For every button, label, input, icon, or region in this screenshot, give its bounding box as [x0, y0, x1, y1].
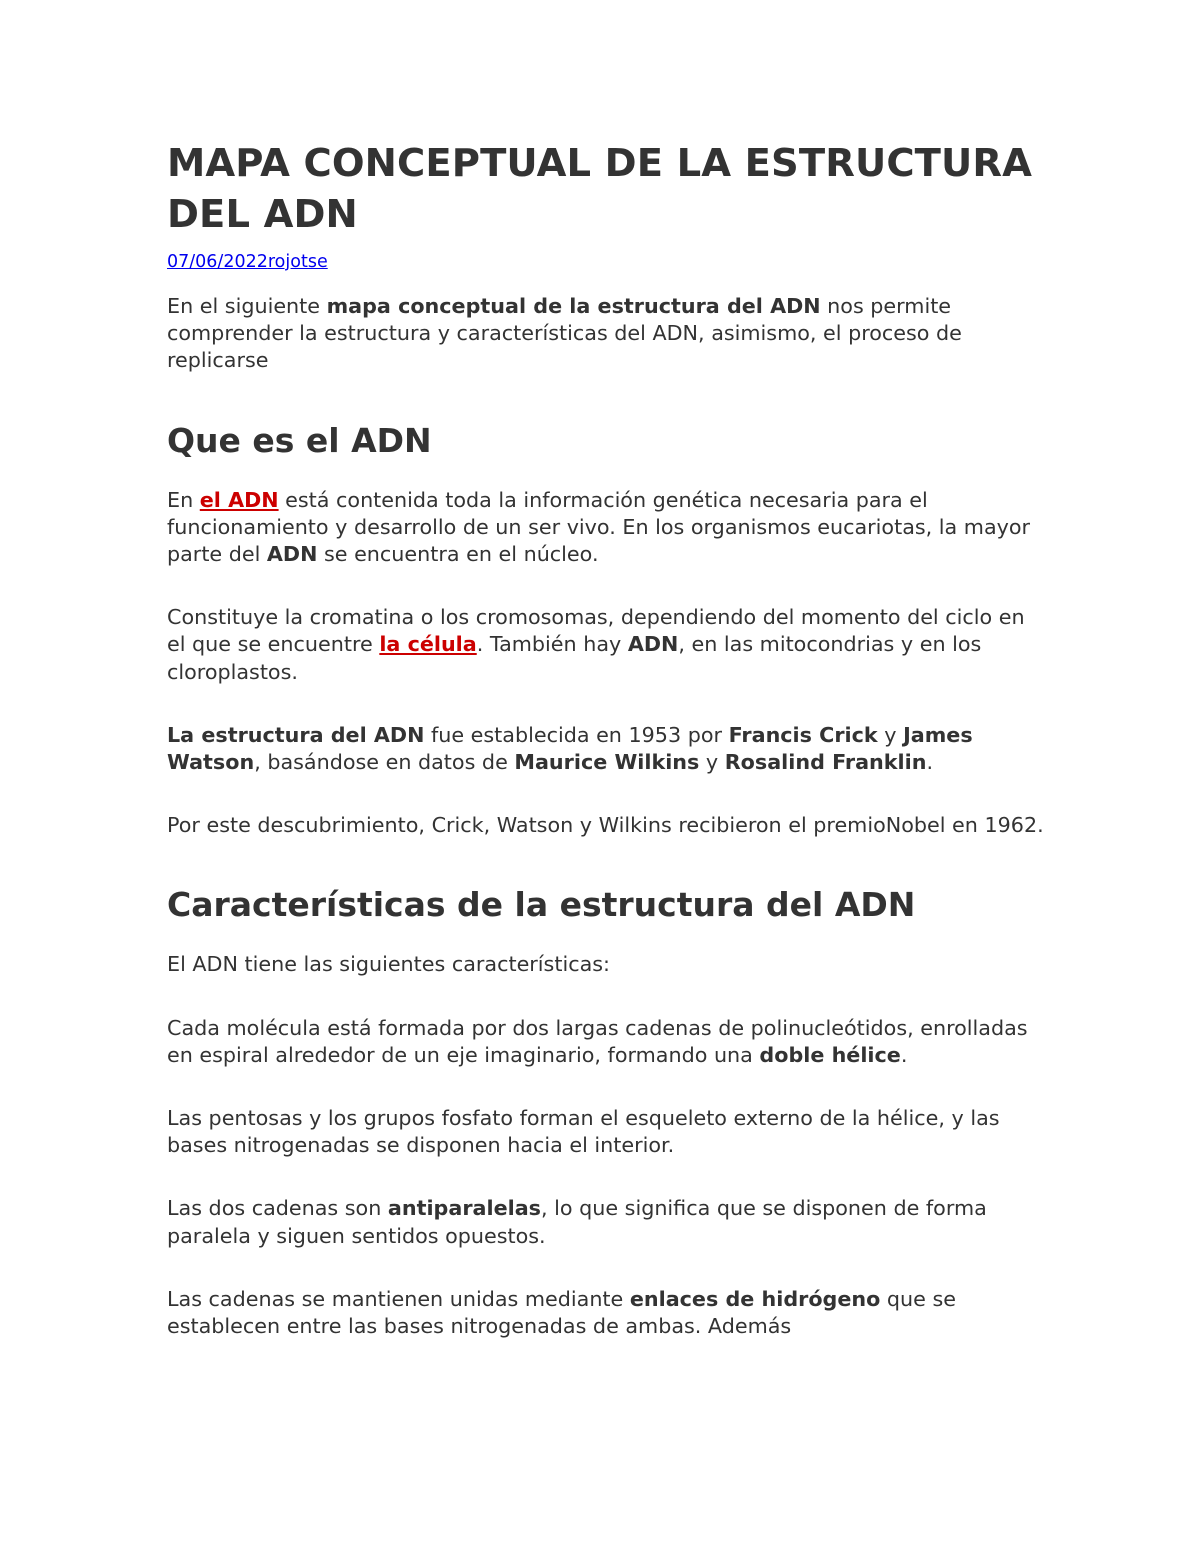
s2p4-text-2: , lo que significa que se disponen de forma paralela y siguen sentidos opuestos.: [167, 1196, 987, 1248]
s2p2-text-1: Cada molécula está formada por dos largas cadenas de polinucleótidos, enrolladas en espiral alrededor de un eje imaginario, formando una: [167, 1015, 1028, 1067]
s1p3-bold-4: Maurice Wilkins: [514, 750, 700, 775]
s2p5-text-2: que se establecen entre las bases nitrogenadas de ambas. Además: [167, 1286, 956, 1339]
s1p3-text-2: y: [877, 722, 904, 747]
s1p3-bold-1: La estructura del ADN: [167, 722, 425, 747]
s2p5-text-1: Las cadenas se mantienen unidas mediante: [167, 1286, 630, 1311]
document-page: [167, 138, 1047, 1340]
section-heading-caracteristicas: Características de la estructura del ADN: [167, 885, 916, 925]
intro-paragraph: [167, 293, 1047, 375]
page-title: MAPA CONCEPTUAL DE LA ESTRUCTURA DEL ADN: [167, 141, 1033, 237]
s1p2-text-1: Constituye la cromatina o los cromosomas, dependiendo del momento del ciclo en el que se encuentre: [167, 605, 1025, 657]
s1p2-text-2: . También hay: [476, 632, 628, 657]
link-el-adn[interactable]: el ADN: [199, 487, 279, 512]
section1-paragraph-3: [167, 722, 1047, 776]
section1-paragraph-4: Por este descubrimiento, Crick, Watson y Wilkins recibieron el premioNobel en 1962.: [167, 813, 1044, 838]
section-heading-que-es: Que es el ADN: [167, 420, 432, 460]
intro-bold-1: mapa conceptual de la estructura del ADN: [326, 294, 821, 318]
s1p1-text-2: está contenida toda la información genética necesaria para el funcionamiento y desarrollo de un ser vivo. En los organismos eucariotas, la mayor parte del: [167, 487, 1031, 567]
post-author: rojotse: [267, 252, 328, 272]
s1p1-bold-1: ADN: [266, 542, 318, 567]
section2-paragraph-3: Las pentosas y los grupos fosfato forman el esqueleto externo de la hélice, y las bases nitrogenadas se disponen hacia el interior.: [167, 1106, 1000, 1158]
section1-paragraph-1: [167, 487, 1047, 569]
section2-paragraph-5: [167, 1286, 1047, 1340]
s1p2-text-3: , en las mitocondrias y en los cloroplastos.: [167, 632, 982, 684]
s1p3-text-1: fue establecida en 1953 por: [424, 722, 729, 747]
s1p3-bold-5: Rosalind Franklin: [724, 750, 927, 775]
s1p3-text-4: y: [699, 750, 725, 775]
link-la-celula[interactable]: la célula: [379, 632, 477, 657]
section2-paragraph-2: [167, 1015, 1047, 1069]
s1p2-bold-1: ADN: [627, 632, 679, 657]
s1p1-text-3: se encuentra en el núcleo.: [317, 542, 599, 567]
section2-paragraph-1: El ADN tiene las siguientes características:: [167, 952, 610, 977]
post-date: 07/06/2022: [167, 252, 268, 272]
section2-paragraph-4: [167, 1195, 1047, 1249]
s2p5-bold-1: enlaces de hidrógeno: [629, 1286, 881, 1311]
s2p4-bold-1: antiparalelas: [387, 1196, 541, 1221]
intro-text-2: nos permite comprender la estructura y características del ADN, asimismo, el proceso de replicarse: [167, 294, 962, 373]
s1p3-bold-2: Francis Crick: [728, 722, 878, 747]
s2p2-text-2: .: [900, 1042, 908, 1067]
s1p3-text-5: .: [926, 750, 934, 775]
post-meta: [167, 251, 1047, 273]
s1p3-bold-3: James Watson: [167, 722, 973, 775]
s1p1-text-1: En: [167, 487, 200, 512]
intro-text-1: En el siguiente: [167, 294, 327, 318]
s2p2-bold-1: doble hélice: [759, 1042, 901, 1067]
s1p3-text-3: , basándose en datos de: [254, 750, 515, 775]
section1-paragraph-2: [167, 604, 1047, 686]
s2p4-text-1: Las dos cadenas son: [167, 1196, 388, 1221]
post-meta-link[interactable]: [167, 252, 328, 272]
